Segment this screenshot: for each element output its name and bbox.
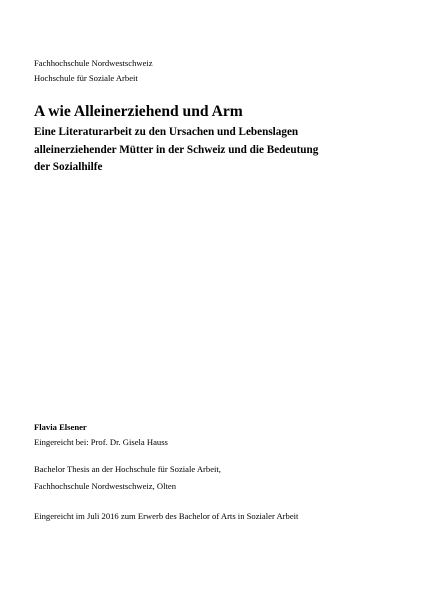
thesis-line-2: Fachhochschule Nordwestschweiz, Olten (34, 481, 176, 491)
institution-line-university: Fachhochschule Nordwestschweiz (34, 58, 153, 68)
thesis-info (34, 461, 221, 495)
institution-header (34, 56, 153, 86)
document-subtitle (34, 124, 394, 177)
author-block (34, 420, 168, 450)
subtitle-line-1: Eine Literaturarbeit zu den Ursachen und Lebenslagen (34, 126, 299, 138)
institution-line-school: Hochschule für Soziale Arbeit (34, 73, 138, 83)
submission-note: Eingereicht im Juli 2016 zum Erwerb des Bachelor of Arts in Sozialer Arbeit (34, 511, 299, 521)
subtitle-line-3: der Sozialhilfe (34, 161, 103, 173)
author-name: Flavia Elsener (34, 422, 87, 432)
supervisor-line: Eingereicht bei: Prof. Dr. Gisela Hauss (34, 437, 168, 447)
document-title: A wie Alleinerziehend und Arm (34, 103, 243, 120)
subtitle-line-2: alleinerziehender Mütter in der Schweiz und die Bedeutung (34, 143, 319, 156)
thesis-line-1: Bachelor Thesis an der Hochschule für Soziale Arbeit, (34, 464, 221, 474)
